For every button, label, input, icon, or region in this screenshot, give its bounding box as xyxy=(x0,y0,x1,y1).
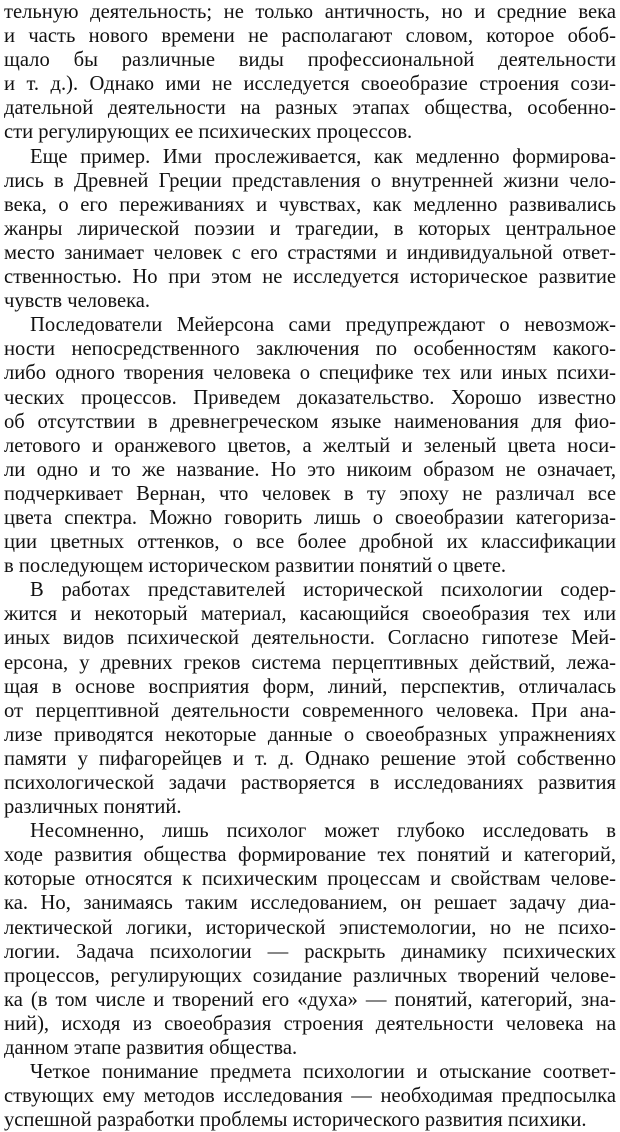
paragraph xyxy=(4,145,616,314)
text-line: и часть нового времени не располагают словом, которое обоб- xyxy=(4,25,616,48)
paragraph xyxy=(4,0,616,145)
text-line: данном этапе развития общества. xyxy=(4,1037,298,1060)
text-line: лись в Древней Греции представления о внутренней жизни чело- xyxy=(4,169,616,192)
text-line: ственностью. Но при этом не исследуется историческое развитие xyxy=(4,266,616,289)
paragraph xyxy=(4,1060,616,1132)
text-line: Четкое понимание предмета психологии и отыскание соответ- xyxy=(30,1061,616,1084)
text-line: жится и некоторый материал, касающийся своеобразия тех или xyxy=(4,603,616,626)
text-line: ли одно и то же название. Но это никоим образом не означает, xyxy=(4,458,616,481)
text-line: ка (в том числе и творений его «духа» — понятий, категорий, зна- xyxy=(4,988,616,1011)
text-line: лектической логики, исторической эпистемологии, но не психо- xyxy=(4,916,616,939)
text-line: в последующем историческом развитии понятий о цвете. xyxy=(4,555,507,578)
text-line: ходе развития общества формирование тех понятий и категорий, xyxy=(4,844,616,867)
text-line: памяти у пифагорейцев и т. д. Однако решение этой собственно xyxy=(4,747,616,770)
text-line: место занимает человек с его страстями и индивидуальной ответ- xyxy=(4,241,616,264)
text-line: дательной деятельности на разных этапах общества, особенно- xyxy=(4,97,616,120)
text-line: успешной разработки проблемы исторического развития психики. xyxy=(4,1109,587,1132)
text-line: жанры лирической поэзии и трагедии, в которых центральное xyxy=(4,217,616,240)
text-line: лизе приводятся некоторые данные о своеобразных упражнениях xyxy=(4,723,616,746)
text-line: ка. Но, занимаясь таким исследованием, он решает задачу диа- xyxy=(4,892,616,915)
text-line: процессов, регулирующих созидание различных творений челове- xyxy=(4,964,616,987)
text-line: цвета спектра. Можно говорить лишь о своеобразии категориза- xyxy=(4,506,616,529)
text-line: психологической задачи растворяется в исследованиях развития xyxy=(4,772,616,794)
text-line: Еще пример. Ими прослеживается, как медленно формирова- xyxy=(30,145,616,168)
text-line: логии. Задача психологии — раскрыть динамику психических xyxy=(4,940,616,963)
text-line: иных видов психической деятельности. Согласно гипотезе Мей- xyxy=(4,627,616,650)
paragraph xyxy=(4,578,616,819)
text-line: ерсона, у древних греков система перцептивных действий, лежа- xyxy=(4,651,616,674)
text-line: В работах представителей исторической психологии содер- xyxy=(30,579,616,602)
text-line: об отсутствии в древнегреческом языке наименования для фио- xyxy=(4,410,616,433)
text-line: щая в основе восприятия форм, линий, перспектив, отличалась xyxy=(4,675,616,698)
text-line: сти регулирующих ее психических процессов. xyxy=(4,121,413,144)
text-line: Несомненно, лишь психолог может глубоко исследовать в xyxy=(30,820,616,843)
text-line: и т. д.). Однако ими не исследуется своеобразие строения сози- xyxy=(4,73,616,96)
text-line: летового и оранжевого цветов, а желтый и зеленый цвета носи- xyxy=(4,434,616,457)
text-line: щало бы различные виды профессиональной деятельности xyxy=(4,49,616,72)
text-line: ний), исходя из своеобразия строения деятельности человека на xyxy=(4,1012,616,1035)
text-line: от перцептивной деятельности современного человека. При ана- xyxy=(4,699,616,722)
text-line: ствующих ему методов исследования — необходимая предпосылка xyxy=(4,1085,616,1108)
text-line: ции цветных оттенков, о все более дробной их классификации xyxy=(4,531,616,554)
paragraph xyxy=(4,313,616,578)
text-line: либо одного творения человека о специфике тех или иных психи- xyxy=(4,362,616,385)
text-line: века, о его переживаниях и чувствах, как медленно развивались xyxy=(4,193,616,216)
text-line: ности непосредственного заключения по особенностям какого- xyxy=(4,338,616,361)
text-line: подчеркивает Вернан, что человек в ту эпоху не различал все xyxy=(4,482,616,505)
text-line: тельную деятельность; не только античность, но и средние века xyxy=(4,1,616,23)
text-line: ческих процессов. Приведем доказательство. Хорошо известно xyxy=(4,386,616,409)
text-line: различных понятий. xyxy=(4,796,182,819)
text-line: чувств человека. xyxy=(4,290,151,313)
paragraph xyxy=(4,819,616,1060)
text-line: Последователи Мейерсона сами предупреждают о невозмож- xyxy=(30,314,616,337)
text-line: которые относятся к психическим процессам и свойствам челове- xyxy=(4,868,616,891)
